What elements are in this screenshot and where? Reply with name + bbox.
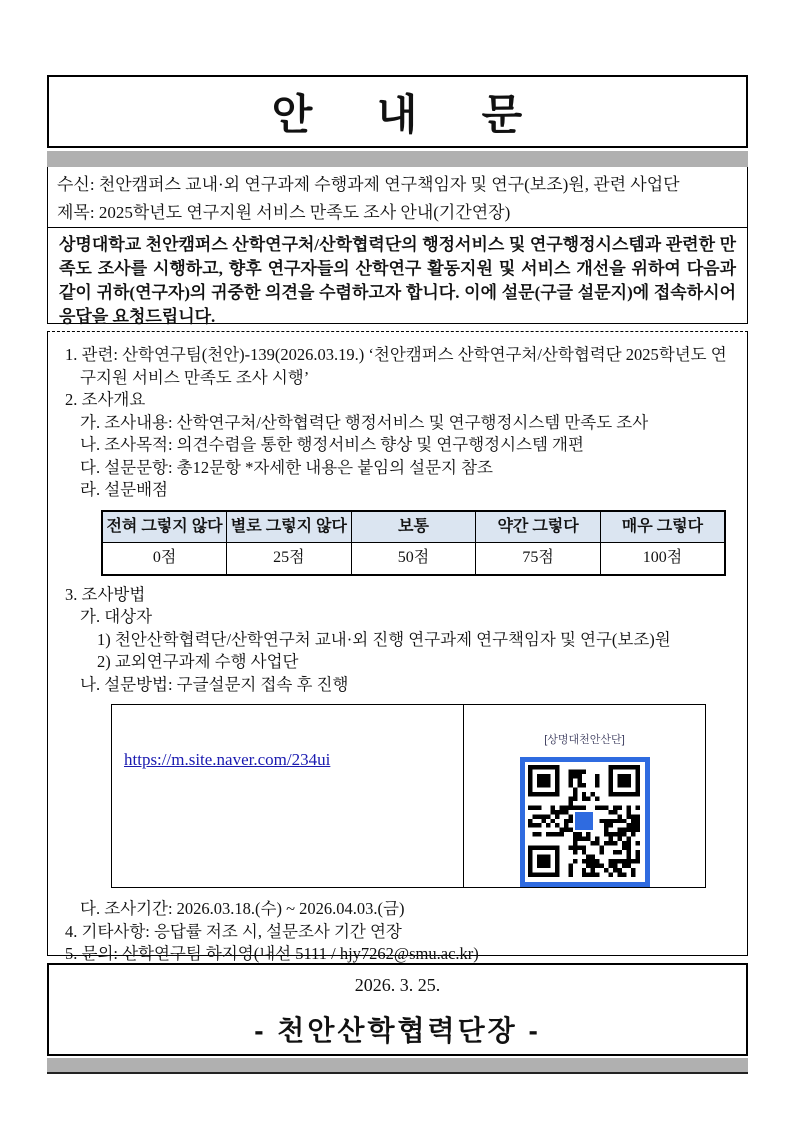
qr-label: [상명대천안산단] [544,734,625,746]
survey-link-cell [112,705,464,887]
list-item-target-1: 1) 천안산학협력단/산학연구처 교내·외 진행 연구과제 연구책임자 및 연구(보조)원 [97,629,671,649]
content-box [47,331,748,963]
score-table-value-row [102,543,725,575]
survey-link[interactable]: https://m.site.naver.com/234ui [124,750,331,769]
score-header: 전혀 그렇지 않다 [102,511,227,543]
list-item-target-2: 2) 교외연구과제 수행 사업단 [97,652,299,671]
score-value: 50점 [351,543,476,575]
intro-paragraph: 상명대학교 천안캠퍼스 산학연구처/산학협력단의 행정서비스 및 연구행정시스템과 관련한 만족도 조사를 시행하고, 향후 연구자들의 산학연구 활동지원 및 서비스 개선을 위하여 다음과 같이 귀하(연구자)의 귀중한 의견을 수렴하고자 합니다. 이에 설문(구글 설문지)에 접속하시어 응답을 요청드립니다. [59,235,736,326]
score-value: 100점 [600,543,725,575]
list-item-contact: 5. 문의: 산학연구팀 하지영(내선 5111 / hjy7262@smu.ac.kr) [65,944,479,963]
score-table-header-row [102,511,725,543]
subject-line: 제목: 2025학년도 연구지원 서비스 만족도 조사 안내(기간연장) [57,203,511,222]
list-item-survey-scoring: 라. 설문배점 [80,480,168,499]
signature: - 천안산학협력단장 - [254,1015,541,1046]
announcement-document [47,75,748,1074]
score-value: 0점 [102,543,227,575]
score-header: 약간 그렇다 [476,511,601,543]
recipient-line: 수신: 천안캠퍼스 교내·외 연구과제 수행과제 연구책임자 및 연구(보조)원, 관련 사업단 [57,175,680,194]
divider-bar-bottom [47,1058,748,1074]
score-header: 매우 그렇다 [600,511,725,543]
list-item-survey-items: 다. 설문문항: 총12문항 *자세한 내용은 붙임의 설문지 참조 [80,457,493,477]
score-header: 보통 [351,511,476,543]
qr-cell [464,705,705,887]
list-item-survey-method: 나. 설문방법: 구글설문지 접속 후 진행 [80,674,349,694]
qr-code-icon [520,757,650,887]
list-item-overview: 2. 조사개요 [65,390,146,409]
signature-box [47,963,748,1056]
survey-access-box [111,704,706,888]
list-item-etc: 4. 기타사항: 응답률 저조 시, 설문조사 기간 연장 [65,921,402,941]
divider-bar-top [47,151,748,167]
page-title: 안 내 문 [271,90,524,138]
score-header: 별로 그렇지 않다 [227,511,352,543]
list-item-survey-content: 가. 조사내용: 산학연구처/산학협력단 행정서비스 및 연구행정시스템 만족도 조사 [80,412,649,432]
document-date: 2026. 3. 25. [354,975,441,995]
list-item-method: 3. 조사방법 [65,584,146,604]
score-table [101,510,726,576]
document-title-box [47,75,748,148]
score-value: 25점 [227,543,352,575]
list-item-targets: 가. 대상자 [80,607,153,626]
score-value: 75점 [476,543,601,575]
intro-box [47,228,748,324]
meta-box [47,167,748,228]
list-item-related: 1. 관련: 산학연구팀(천안)-139(2026.03.19.) ‘천안캠퍼스 산학연구처/산학협력단 2025학년도 연구지원 서비스 만족도 조사 시행’ [65,345,727,387]
list-item-survey-period: 다. 조사기간: 2026.03.18.(수) ~ 2026.04.03.(금) [80,899,405,918]
list-item-survey-purpose: 나. 조사목적: 의견수렴을 통한 행정서비스 향상 및 연구행정시스템 개편 [80,435,584,454]
